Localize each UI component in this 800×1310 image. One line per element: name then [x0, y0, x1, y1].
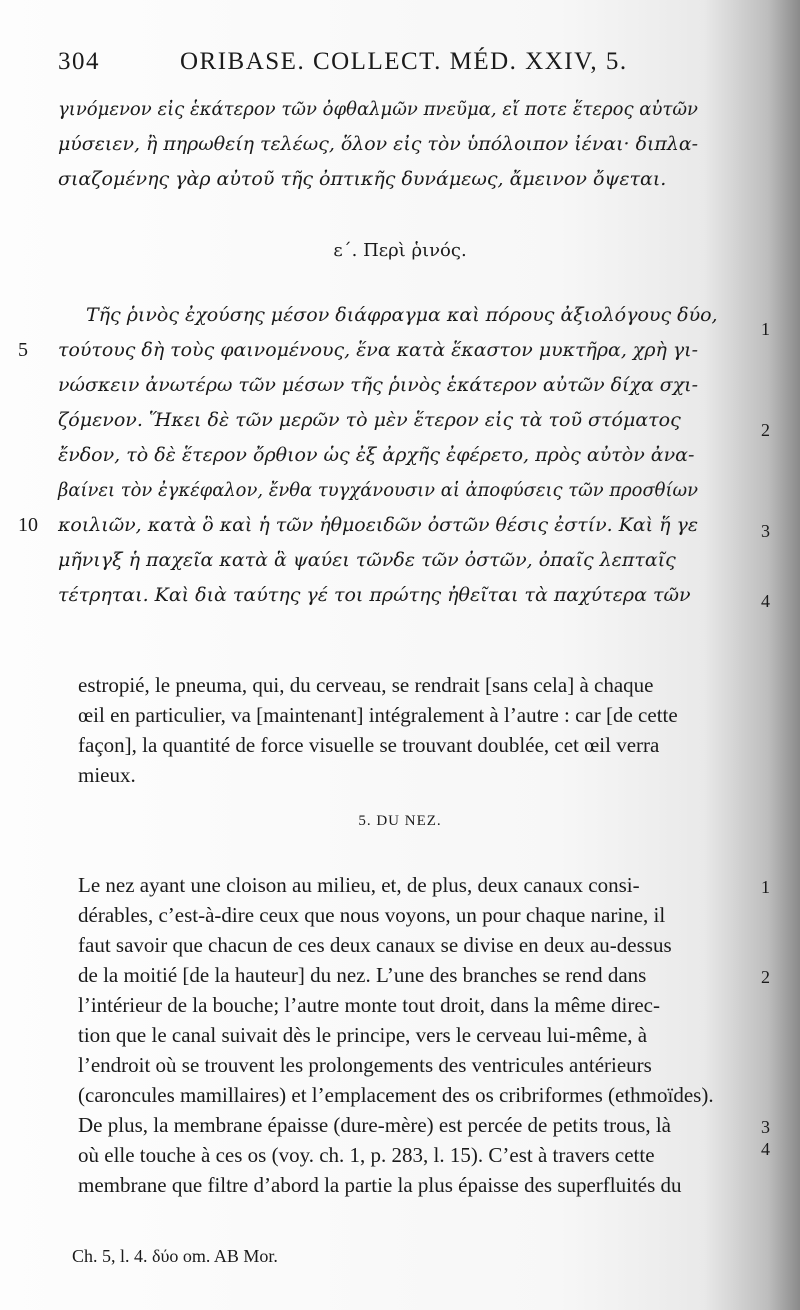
french-line: Le nez ayant une cloison au milieu, et, de plus, deux canaux consi- 1 [78, 870, 744, 900]
greek-line: βαίνει τὸν ἐγκέφαλον, ἔνθα τυγχάνουσιν αἱ ἀποφύσεις τῶν προσθίων [58, 479, 698, 501]
paragraph-marker: 4 [761, 591, 770, 611]
greek-line: γινόμενον εἰς ἑκάτερον τῶν ὀφθαλμῶν πνεῦμα, εἴ ποτε ἕτερος αὐτῶν [58, 98, 698, 120]
french-line: De plus, la membrane épaisse (dure-mère) est percée de petits trous, là 3 [78, 1110, 744, 1140]
french-line: l’endroit où se trouvent les prolongements des ventricules antérieurs [78, 1053, 652, 1077]
french-line: membrane que filtre d’abord la partie la plus épaisse des superfluités du [78, 1173, 682, 1197]
french-line: l’intérieur de la bouche; l’autre monte tout droit, dans la même direc- [78, 993, 660, 1017]
paragraph-marker: 3 [761, 521, 770, 541]
greek-text-continuation [58, 92, 748, 197]
french-line: de la moitié [de la hauteur] du nez. L’une des branches se rend dans 2 [78, 960, 744, 990]
line-number: 5 [18, 339, 28, 361]
greek-line: Τῆς ῥινὸς ἐχούσης μέσον διάφραγμα καὶ πόρους ἀξιολόγους δύο, 1 [58, 298, 748, 333]
paragraph-marker: 1 [761, 877, 770, 897]
french-line: façon], la quantité de force visuelle se trouvant doublée, cet œil verra [78, 733, 660, 757]
french-line: dérables, c’est-à-dire ceux que nous voyons, un pour chaque narine, il [78, 903, 666, 927]
greek-section-heading: ε΄. Περὶ ῥινός. [333, 240, 467, 261]
greek-section-text [18, 298, 770, 613]
greek-line: ἔνδον, τὸ δὲ ἕτερον ὄρθιον ὡς ἐξ ἀρχῆς ἐφέρετο, πρὸς αὐτὸν ἀνα- [58, 444, 695, 466]
greek-line: νώσκειν ἀνωτέρω τῶν μέσων τῆς ῥινὸς ἑκάτερον αὐτῶν δίχα σχι- [58, 374, 698, 396]
french-line: (caroncules mamillaires) et l’emplacement des os cribriformes (ethmoïdes). [78, 1083, 714, 1107]
french-line: faut savoir que chacun de ces deux canaux se divise en deux au-dessus [78, 933, 672, 957]
line-number: 10 [18, 514, 38, 536]
paragraph-marker: 3 [761, 1117, 770, 1137]
greek-line: 5 τούτους δὴ τοὺς φαινομένους, ἕνα κατὰ ἕκαστον μυκτῆρα, χρὴ γι- [58, 333, 748, 368]
french-line: mieux. [78, 763, 136, 787]
french-section-text [78, 870, 770, 1200]
greek-line: μῆνιγξ ἡ παχεῖα κατὰ ἃ ψαύει τῶνδε τῶν ὀστῶν, ὀπαῖς λεπταῖς [58, 549, 676, 571]
paragraph-marker: 2 [761, 967, 770, 987]
greek-line: 10 κοιλιῶν, κατὰ ὃ καὶ ἡ τῶν ἠθμοειδῶν ὀστῶν θέσις ἐστίν. Καὶ ἥ γε 3 [58, 508, 748, 543]
french-line: estropié, le pneuma, qui, du cerveau, se rendrait [sans cela] à chaque [78, 673, 654, 697]
french-line: où elle touche à ces os (voy. ch. 1, p. 283, l. 15). C’est à travers cette 4 [78, 1140, 744, 1170]
running-title: ORIBASE. COLLECT. MÉD. XXIV, 5. [180, 48, 628, 75]
french-section-heading: 5. DU NEZ. [358, 813, 442, 829]
paragraph-marker: 2 [761, 420, 770, 440]
french-line: œil en particulier, va [maintenant] intégralement à l’autre : car [de cette [78, 703, 678, 727]
paragraph-marker: 1 [761, 319, 770, 339]
greek-line: μύσειεν, ἢ πηρωθείη τελέως, ὅλον εἰς τὸν ὑπόλοιπον ἰέναι· διπλα- [58, 133, 698, 155]
paragraph-marker: 4 [761, 1139, 770, 1159]
greek-line: ζόμενον. Ἥκει δὲ τῶν μερῶν τὸ μὲν ἕτερον εἰς τὰ τοῦ στόματος 2 [58, 403, 748, 438]
french-text-continuation [78, 670, 744, 790]
greek-line: σιαζομένης γὰρ αὐτοῦ τῆς ὀπτικῆς δυνάμεως, ἄμεινον ὄψεται. [58, 168, 667, 190]
greek-line: τέτρηται. Καὶ διὰ ταύτης γέ τοι πρώτης ἠθεῖται τὰ παχύτερα τῶν 4 [58, 578, 748, 613]
page-number: 304 [58, 48, 100, 75]
french-line: tion que le canal suivait dès le principe, vers le cerveau lui-même, à [78, 1023, 648, 1047]
footnote: Ch. 5, l. 4. δύο om. AB Mor. [72, 1246, 278, 1266]
